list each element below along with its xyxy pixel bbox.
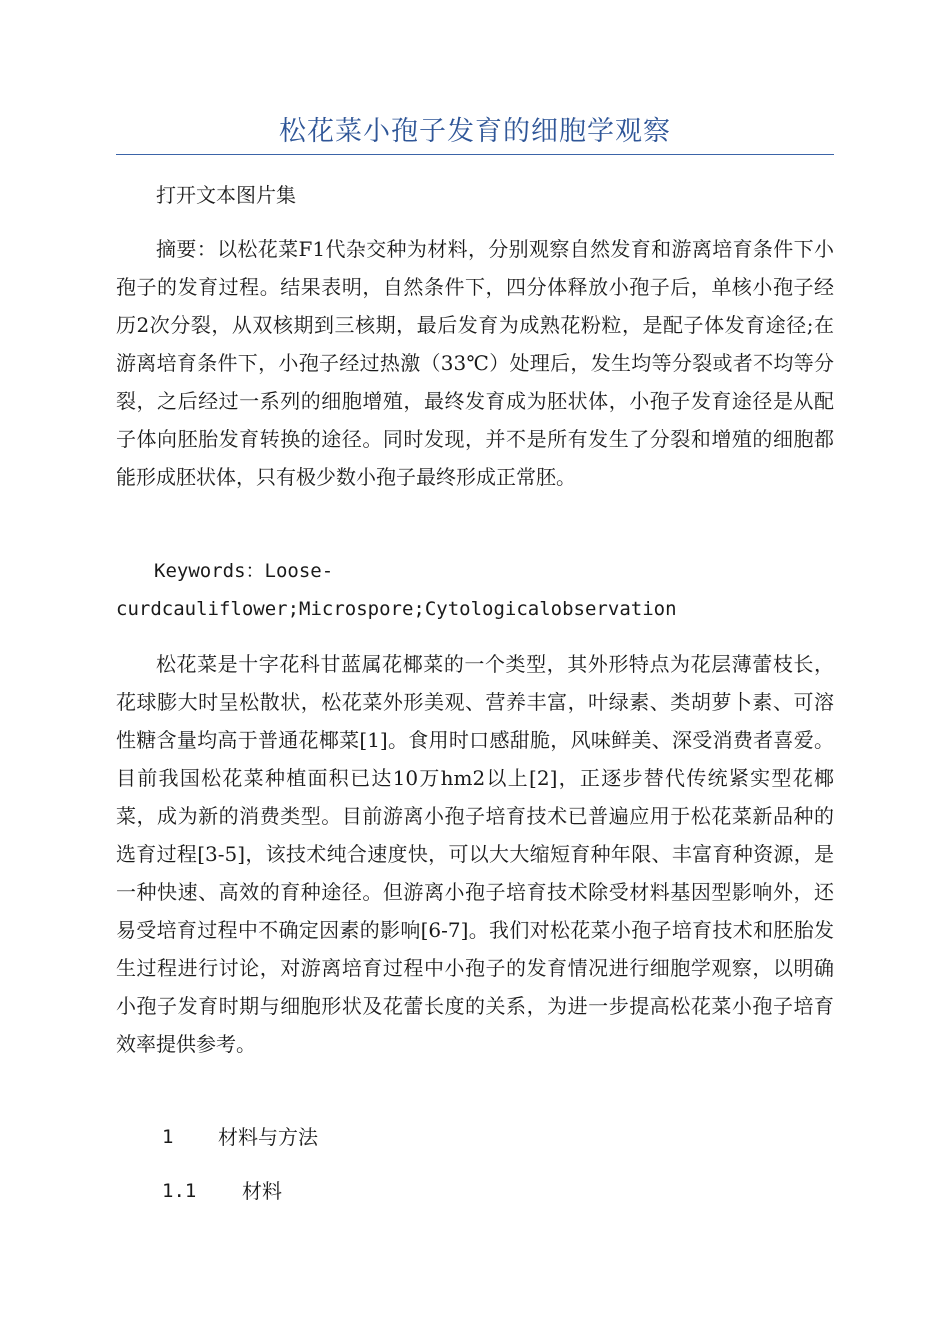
- keywords-line-1: Keywords：Loose-: [154, 560, 334, 582]
- abstract-paragraph: 摘要：以松花菜F1代杂交种为材料，分别观察自然发育和游离培育条件下小孢子的发育过程。结果表明，自然条件下，四分体释放小孢子后，单核小孢子经历2次分裂，从双核期到三核期，最后发育为成熟花粉粒，是配子体发育途径;在游离培育条件下，小孢子经过热激（33℃）处理后，发生均等分裂或者不均等分裂，之后经过一系列的细胞增殖，最终发育成为胚状体，小孢子发育途径是从配子体向胚胎发育转换的途径。同时发现，并不是所有发生了分裂和增殖的细胞都能形成胚状体，只有极少数小孢子最终形成正常胚。: [116, 237, 834, 489]
- section-heading-1-1: [162, 1172, 282, 1210]
- title-underline: [116, 154, 834, 155]
- section-title: 材料与方法: [218, 1125, 318, 1149]
- image-collection-line: 打开文本图片集: [156, 183, 296, 207]
- document-title: 松花菜小孢子发育的细胞学观察: [279, 116, 671, 147]
- intro-paragraph: 松花菜是十字花科甘蓝属花椰菜的一个类型，其外形特点为花层薄蕾枝长，花球膨大时呈松散状，松花菜外形美观、营养丰富，叶绿素、类胡萝卜素、可溶性糖含量均高于普通花椰菜[1]。食用时口感甜脆，风味鲜美、深受消费者喜爱。目前我国松花菜种植面积已达10万hm2以上[2]，正逐步替代传统紧实型花椰菜，成为新的消费类型。目前游离小孢子培育技术已普遍应用于松花菜新品种的选育过程[3-5]，该技术纯合速度快，可以大大缩短育种年限、丰富育种资源，是一种快速、高效的育种途径。但游离小孢子培育技术除受材料基因型影响外，还易受培育过程中不确定因素的影响[6-7]。我们对松花菜小孢子培育技术和胚胎发生过程进行讨论，对游离培育过程中小孢子的发育情况进行细胞学观察，以明确小孢子发育时期与细胞形状及花蕾长度的关系，为进一步提高松花菜小孢子培育效率提供参考。: [116, 652, 834, 1056]
- keywords-line-2: curdcauliflower;Microspore;Cytologicalobservation: [116, 598, 677, 620]
- section-title: 材料: [242, 1179, 282, 1203]
- section-number: 1.1: [162, 1180, 197, 1202]
- section-number: 1: [162, 1126, 174, 1148]
- section-heading-1: [162, 1118, 318, 1156]
